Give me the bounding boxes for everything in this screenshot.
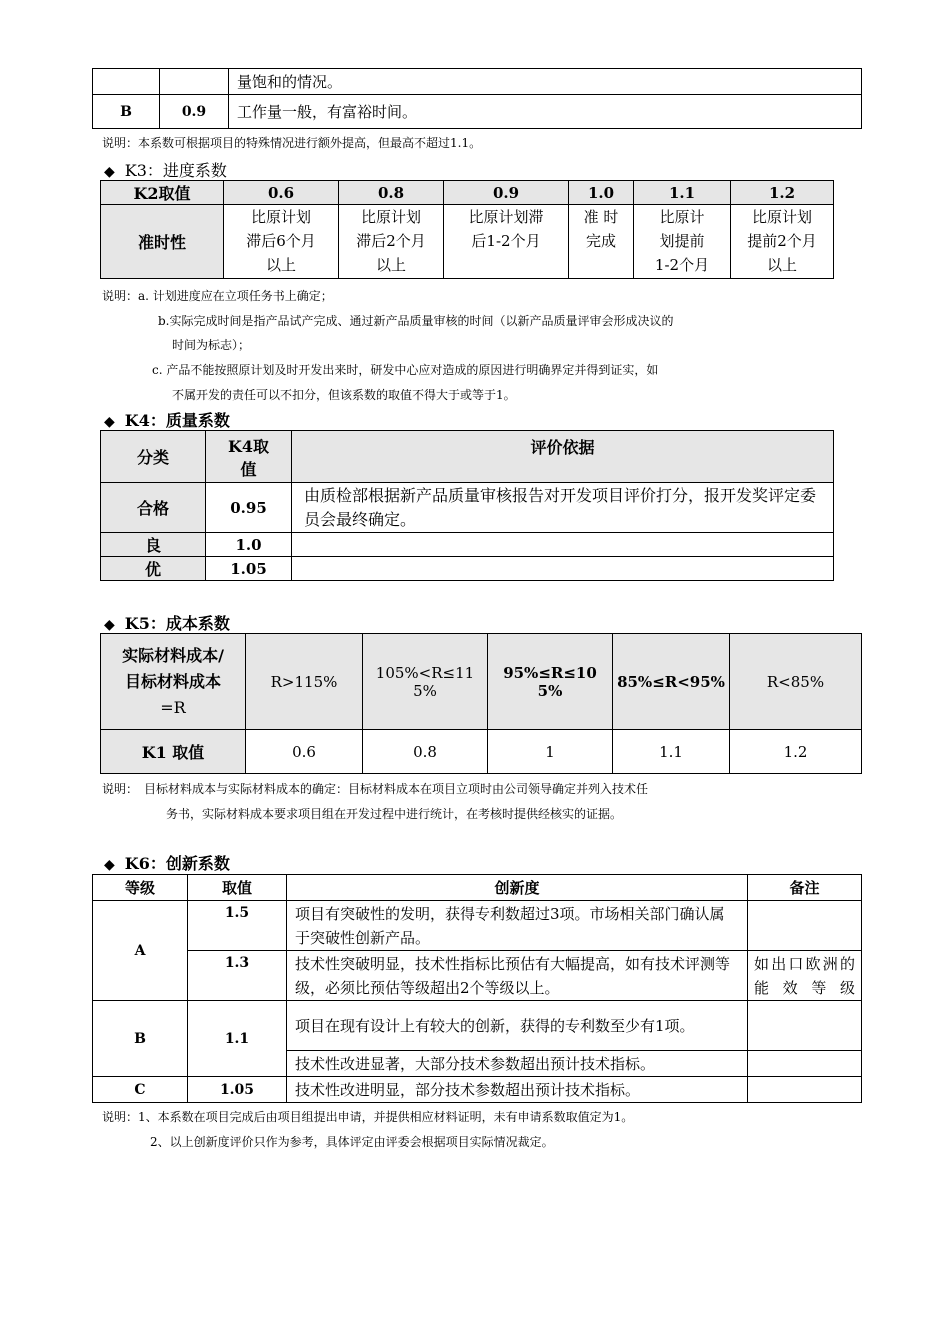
k4-quality-table [100,430,834,581]
k5-cost-table [100,633,862,774]
k3-value: 0.6 [224,181,339,205]
k3-cell-line: 比原计划滞 [468,208,544,226]
k3-heading [104,158,227,181]
k6-text: 技术性改进显著，大部分技术参数超出预计技术指标。 [287,1051,748,1077]
k3-value: 1.2 [731,181,834,205]
k6-grade: A [93,901,188,1001]
k6-note: 2、以上创新度评价只作为参考，具体评定由评委会根据项目实际情况裁定。 [150,1135,554,1149]
k3-cell-line: 以上 [375,256,406,274]
k3-schedule-table [100,180,834,279]
k3-value: 1.1 [634,181,731,205]
k3-row-label: 准时性 [101,205,224,279]
k6-innovation-table [92,874,862,1103]
k6-remark: 如出口欧洲的能效等级 [748,951,862,1001]
k6-text: 项目有突破性的发明，获得专利数超过3项。市场相关部门确认属于突破性创新产品。 [287,901,748,951]
k3-cell [224,205,339,279]
k6-text: 技术性突破明显，技术性指标比预估有大幅提高，如有技术评测等级，必须比预估等级超出2个等级以上。 [287,951,748,1001]
diamond-bullet-icon: ◆ [104,617,115,633]
k5-heading [104,611,230,634]
k6-value: 1.1 [188,1001,287,1077]
k6-grade: B [93,1001,188,1077]
k6-heading-text: K6：创新系数 [124,854,230,873]
k3-note: 说明：a. 计划进度应在立项任务书上确定； [102,289,333,303]
k3-cell [569,205,634,279]
k4-category: 合格 [101,483,206,533]
k4-value: 0.95 [206,483,292,533]
k6-text: 技术性改进明显，部分技术参数超出预计技术指标。 [287,1077,748,1103]
k6-remark [748,901,862,951]
k6-grade: C [93,1077,188,1103]
k3-cell-line: 比原计划 [751,208,812,226]
k3-value: 0.9 [444,181,569,205]
k5-value: 1.1 [613,730,730,774]
k3-cell-line: 滞后6个月 [246,232,316,250]
grade-cell: B [93,95,160,129]
k5-range: R<85% [730,634,862,730]
k4-value: 1.05 [206,557,292,581]
description-cell: 量饱和的情况。 [229,69,862,95]
value-cell: 0.9 [160,95,229,129]
k6-header: 等级 [93,875,188,901]
k4-basis: 由质检部根据新产品质量审核报告对开发项目评价打分，报开发奖评定委员会最终确定。 [292,483,834,533]
k3-note: 不属开发的责任可以不扣分，但该系数的取值不得大于或等于1。 [172,388,516,402]
k5-note: 说明： 目标材料成本与实际材料成本的确定：目标材料成本在项目立项时由公司领导确定并列入技术任 [102,782,649,796]
k6-value: 1.3 [188,951,287,1001]
k4-category: 良 [101,533,206,557]
k6-header: 备注 [748,875,862,901]
k6-note: 说明：1、本系数在项目完成后由项目组提出申请，并提供相应材料证明，未有申请系数取值定为1。 [102,1110,634,1124]
k3-cell-line: 后1-2个月 [471,232,541,250]
k6-header: 创新度 [287,875,748,901]
k2-note: 说明：本系数可根据项目的特殊情况进行额外提高，但最高不超过1.1。 [102,136,482,150]
k3-cell-line: 比原计划 [360,208,421,226]
k4-value: 1.0 [206,533,292,557]
k5-row-label [101,634,246,730]
k3-cell-line: 准 时 [583,208,619,226]
k6-heading [104,851,230,874]
k3-heading-text: K3：进度系数 [124,161,227,180]
description-cell: 工作量一般，有富裕时间。 [229,95,862,129]
k5-range: R>115% [246,634,363,730]
k5-row-label-line: =R [160,697,186,717]
k5-range: 85%≤R<95% [613,634,730,730]
diamond-bullet-icon: ◆ [104,414,115,430]
k4-basis [292,533,834,557]
k3-cell-line: 提前2个月 [747,232,817,250]
k5-value: 0.6 [246,730,363,774]
k5-heading-text: K5：成本系数 [124,614,230,633]
k4-header: K4取值 [206,431,292,483]
k3-cell-line: 比原计 [659,208,705,226]
k3-cell [731,205,834,279]
k3-cell-line: 完成 [585,232,616,250]
k5-value: 1 [488,730,613,774]
k5-range: 105%<R≤115% [363,634,488,730]
k5-note: 务书，实际材料成本要求项目组在开发过程中进行统计，在考核时提供经核实的证据。 [166,807,623,821]
k5-row-label-line: 目标材料成本 [124,671,221,691]
k6-remark [748,1077,862,1103]
k4-category: 优 [101,557,206,581]
k6-text: 项目在现有设计上有较大的创新，获得的专利数至少有1项。 [287,1001,748,1051]
k3-cell-line: 以上 [766,256,797,274]
k6-remark [748,1051,862,1077]
k4-heading-text: K4：质量系数 [124,411,230,430]
k3-value: 0.8 [339,181,444,205]
value-cell [160,69,229,95]
k3-value: 1.0 [569,181,634,205]
k5-value: 1.2 [730,730,862,774]
k5-row-label-line: 实际材料成本/ [122,645,224,665]
k4-heading [104,408,230,431]
diamond-bullet-icon: ◆ [104,164,115,180]
k4-header: 评价依据 [292,431,834,483]
k5-value-label: K1 取值 [101,730,246,774]
k3-note: c. 产品不能按照原计划及时开发出来时，研发中心应对造成的原因进行明确界定并得到证实，如 [152,363,659,377]
k5-range: 95%≤R≤105% [488,634,613,730]
grade-cell [93,69,160,95]
k3-cell [339,205,444,279]
k3-cell-line: 以上 [265,256,296,274]
k4-basis [292,557,834,581]
k3-cell-line: 滞后2个月 [356,232,426,250]
k4-header: 分类 [101,431,206,483]
k6-header: 取值 [188,875,287,901]
diamond-bullet-icon: ◆ [104,857,115,873]
k3-cell [634,205,731,279]
top-coefficient-table [92,68,862,129]
k6-value: 1.05 [188,1077,287,1103]
k6-remark [748,1001,862,1051]
k3-header-label: K2取值 [101,181,224,205]
k3-cell-line: 1-2个月 [654,256,710,274]
k5-value: 0.8 [363,730,488,774]
k3-cell-line: 比原计划 [250,208,311,226]
k6-value: 1.5 [188,901,287,951]
k3-cell [444,205,569,279]
k3-cell-line: 划提前 [659,232,705,250]
k3-note: b.实际完成时间是指产品试产完成、通过新产品质量审核的时间（以新产品质量评审会形成决议的 [158,314,674,328]
k3-note: 时间为标志）； [172,338,251,352]
